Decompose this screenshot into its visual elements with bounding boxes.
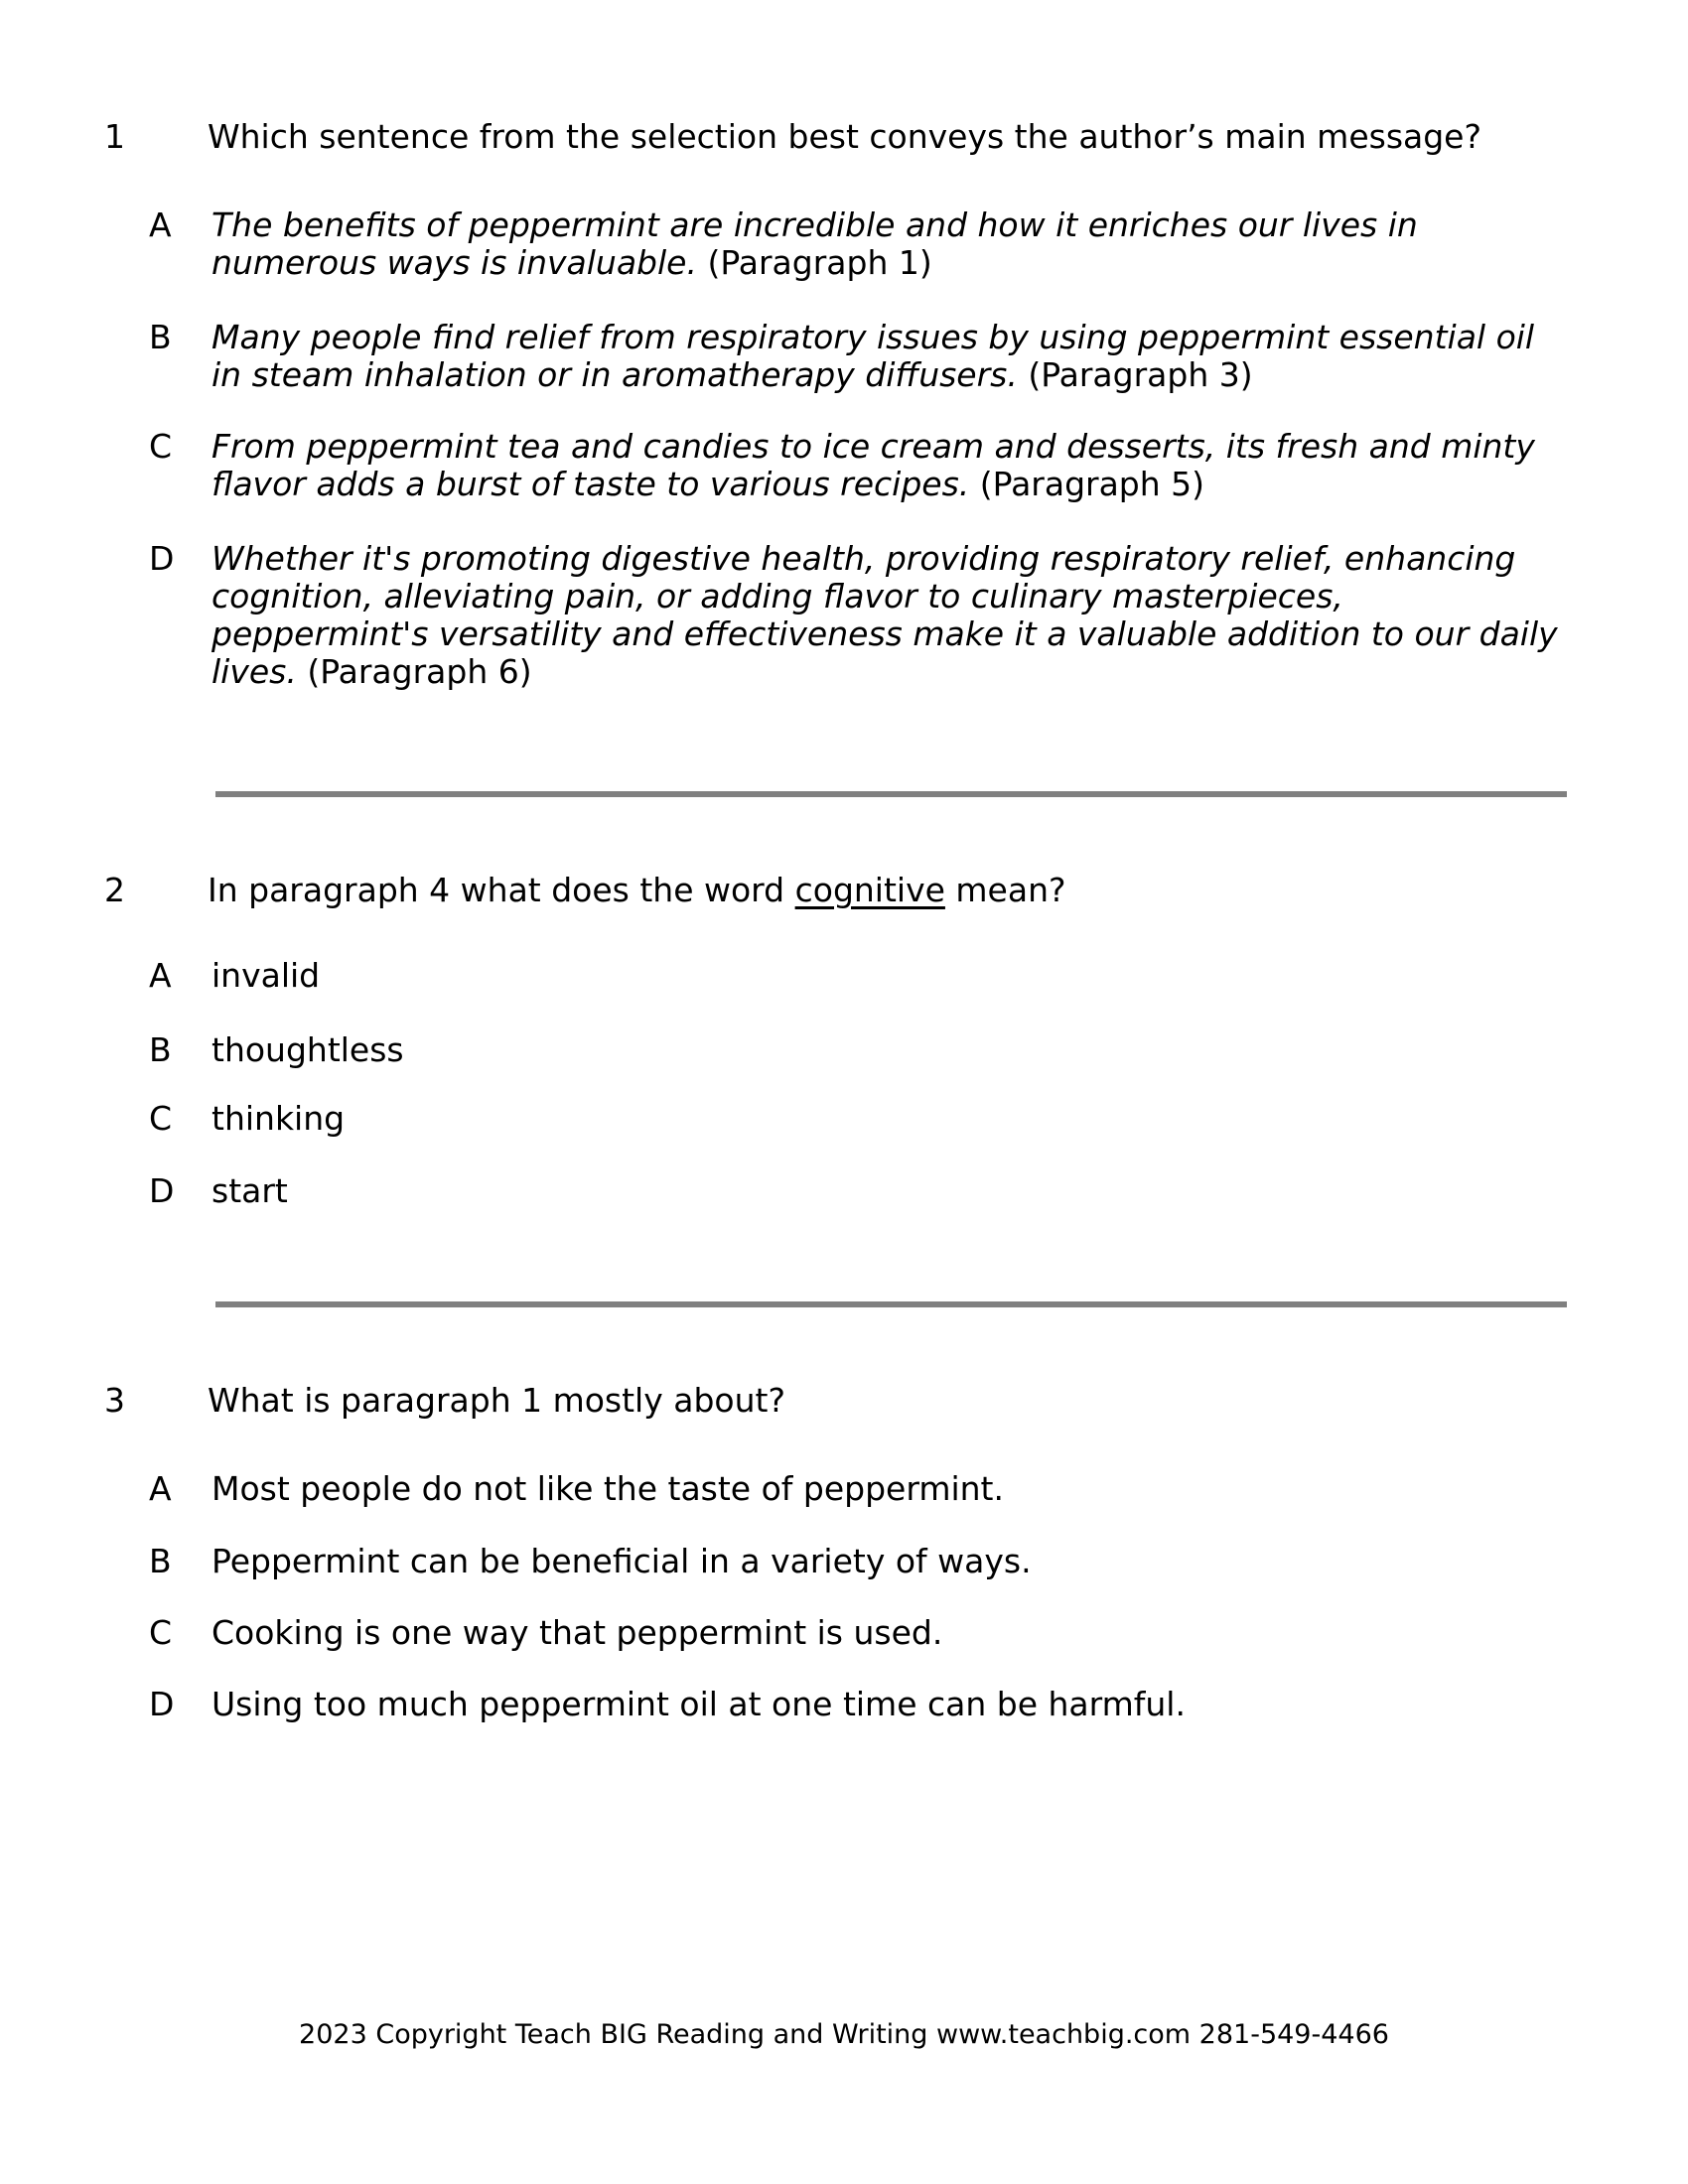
option-text: Using too much peppermint oil at one time can be harmful. <box>211 1685 1186 1723</box>
option-citation: (Paragraph 6) <box>296 652 532 691</box>
underlined-vocabulary-word: cognitive <box>794 871 945 909</box>
question-text-after: mean? <box>944 871 1066 909</box>
option-letter: D <box>149 1171 175 1210</box>
option-text: thinking <box>211 1099 346 1138</box>
option-letter: D <box>149 539 175 578</box>
option-letter: A <box>149 956 172 995</box>
question-text-before: In paragraph 4 what does the word <box>208 871 795 909</box>
option-letter: A <box>149 1469 172 1508</box>
option-letter: B <box>149 1030 172 1069</box>
option-letter: A <box>149 205 172 244</box>
question-2-option-b <box>149 1031 1571 1069</box>
option-text: Peppermint can be beneficial in a variety of ways. <box>211 1542 1032 1580</box>
option-letter: C <box>149 1613 173 1652</box>
question-3-option-a <box>149 1470 1571 1508</box>
option-letter: C <box>149 1099 173 1138</box>
option-text <box>211 319 1567 394</box>
option-quote: Many people find relief from respiratory issues by using peppermint essential oil in steam inhalation or in aromatherapy diffusers. <box>211 318 1535 394</box>
option-text: Most people do not like the taste of peppermint. <box>211 1469 1004 1508</box>
question-3-number: 3 <box>104 1381 125 1420</box>
question-1-option-c <box>149 428 1571 503</box>
question-2-option-a <box>149 957 1571 995</box>
option-citation: (Paragraph 1) <box>696 243 932 282</box>
option-quote: The benefits of peppermint are incredible and how it enriches our lives in numerous ways is invaluable. <box>211 205 1418 282</box>
option-quote: Whether it's promoting digestive health, providing respiratory relief, enhancing cognition, alleviating pain, or adding flavor to culinary masterpieces, peppermint's versatility and effectiveness make it a valuable addition to our daily lives. <box>211 539 1558 691</box>
option-text <box>211 540 1567 691</box>
question-2-text <box>208 872 1566 909</box>
question-1-option-b <box>149 319 1571 394</box>
option-text: invalid <box>211 956 321 995</box>
option-letter: D <box>149 1685 175 1723</box>
option-letter: B <box>149 1542 172 1580</box>
question-2-option-c <box>149 1100 1571 1138</box>
question-3-option-d <box>149 1686 1571 1723</box>
question-3-option-b <box>149 1543 1571 1580</box>
copyright-footer: 2023 Copyright Teach BIG Reading and Writing www.teachbig.com 281-549-4466 <box>299 2019 1389 2050</box>
option-quote: From peppermint tea and candies to ice cream and desserts, its fresh and minty flavor adds a burst of taste to various recipes. <box>211 427 1535 503</box>
question-1-text: Which sentence from the selection best conveys the author’s main message? <box>208 117 1482 156</box>
option-text: start <box>211 1171 288 1210</box>
question-3-option-c <box>149 1614 1571 1652</box>
question-1-number: 1 <box>104 117 125 156</box>
option-text: Cooking is one way that peppermint is used. <box>211 1613 943 1652</box>
question-3-text: What is paragraph 1 mostly about? <box>208 1381 785 1420</box>
question-1-option-d <box>149 540 1571 691</box>
question-2-number: 2 <box>104 871 125 909</box>
option-text <box>211 428 1567 503</box>
section-divider <box>215 1301 1567 1307</box>
option-text: thoughtless <box>211 1030 404 1069</box>
option-citation: (Paragraph 3) <box>1017 355 1253 394</box>
option-text <box>211 206 1567 282</box>
question-2-option-d <box>149 1172 1571 1210</box>
option-letter: C <box>149 427 173 466</box>
question-1-option-a <box>149 206 1571 282</box>
option-citation: (Paragraph 5) <box>969 465 1205 503</box>
option-letter: B <box>149 318 172 356</box>
section-divider <box>215 791 1567 797</box>
